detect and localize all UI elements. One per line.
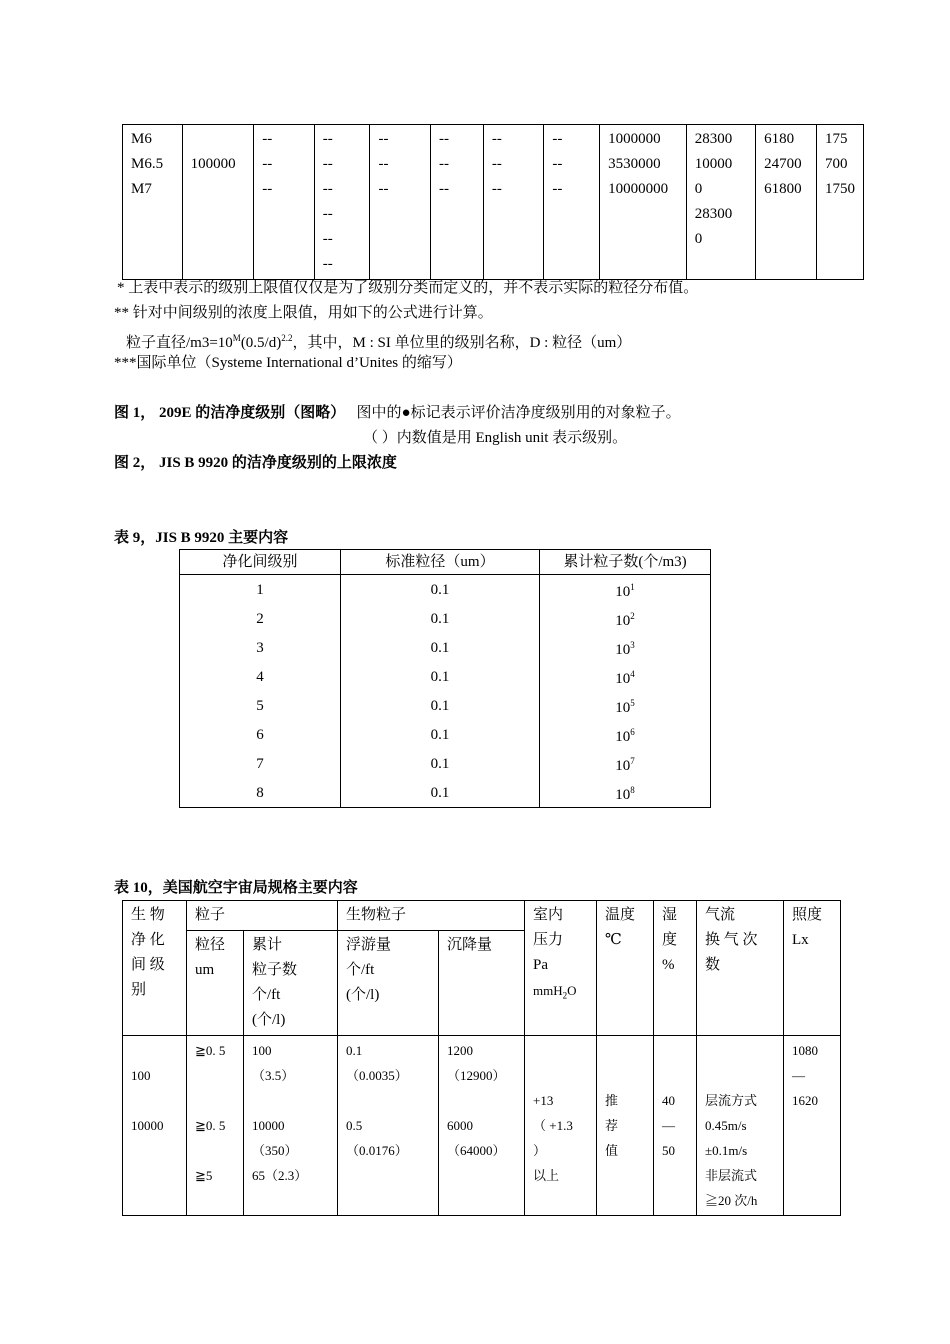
cell-level: 8: [180, 778, 341, 808]
value-cell: -- -- --: [544, 125, 600, 280]
header-floating: 浮游量 个/ft (个/l): [338, 931, 439, 1036]
table-10: [122, 900, 841, 1216]
cell-count: [540, 778, 711, 808]
cell-illuminance: 1080 — 1620: [784, 1036, 841, 1216]
cell-count: [540, 749, 711, 778]
pressure-unit-post: O: [567, 983, 577, 998]
cell-count: [540, 662, 711, 691]
cell-level: 100 10000: [123, 1036, 187, 1216]
table-row: [123, 125, 864, 280]
formula-post: ，其中，M : SI 单位里的级别名称，D : 粒径（um）: [292, 335, 632, 351]
table-row: [180, 691, 711, 720]
cell-level: 4: [180, 662, 341, 691]
count-exp: 2: [630, 611, 635, 621]
formula-mid: (0.5/d): [240, 335, 282, 351]
cell-count: [540, 691, 711, 720]
header-particle-size: 粒径 um: [187, 931, 244, 1036]
header-settling: 沉降量: [439, 931, 525, 1036]
cell-size: 0.1: [341, 720, 540, 749]
value-cell: -- -- --: [483, 125, 544, 280]
header-illuminance: 照度 Lx: [784, 901, 841, 1036]
cell-level: 5: [180, 691, 341, 720]
count-exp: 4: [630, 669, 635, 679]
header-size: 标准粒径（um）: [341, 550, 540, 575]
table-9-title: 表 9，JIS B 9920 主要内容: [114, 530, 289, 546]
header-airflow: 气流 换 气 次 数: [697, 901, 784, 1036]
cell-floating: 0.1 （0.0035） 0.5 （0.0176）: [338, 1036, 439, 1216]
header-humidity: 湿 度 %: [654, 901, 697, 1036]
note-1: * 上表中表示的级别上限值仅仅是为了级别分类而定义的，并不表示实际的粒径分布值。: [117, 280, 699, 296]
header-particle-count: 累计 粒子数 个/ft (个/l): [244, 931, 338, 1036]
value-cell: 6180 24700 61800: [756, 125, 817, 280]
header-pressure: [525, 901, 597, 1036]
cell-size: ≧0. 5 ≧0. 5 ≧5: [187, 1036, 244, 1216]
cell-count: [540, 633, 711, 662]
cell-level: 3: [180, 633, 341, 662]
table-row: [180, 720, 711, 749]
table-header-row: [180, 550, 711, 575]
table-10-title: 表 10，美国航空宇宙局规格主要内容: [114, 880, 358, 896]
count-base: 10: [615, 613, 631, 629]
value-cell: -- -- --: [370, 125, 431, 280]
cell-level: 2: [180, 604, 341, 633]
header-bio-particle: 生物粒子: [338, 901, 525, 931]
formula-sup-exp: 2.2: [281, 333, 293, 343]
cell-pressure: +13 （ +1.3 ） 以上: [525, 1036, 597, 1216]
value-cell: 28300 10000 0 28300 0: [686, 125, 755, 280]
note-3: ***国际单位（Systeme International d’Unites 的缩写）: [114, 355, 462, 371]
value-cell: 1000000 3530000 10000000: [600, 125, 687, 280]
pressure-unit-sub: 2: [562, 990, 568, 1001]
header-temperature: 温度 ℃: [597, 901, 654, 1036]
value-cell: 100000: [182, 125, 254, 280]
cell-size: 0.1: [341, 749, 540, 778]
cell-count: [540, 575, 711, 605]
table-row: [180, 662, 711, 691]
count-base: 10: [615, 642, 631, 658]
figure-2-caption: 图 2， JIS B 9920 的洁净度级别的上限浓度: [114, 455, 397, 471]
count-base: 10: [615, 729, 631, 745]
cell-count: 100 （3.5） 10000 （350） 65（2.3）: [244, 1036, 338, 1216]
formula-pre: 粒子直径/m3=10: [126, 335, 233, 351]
value-cell: -- -- -- -- -- --: [314, 125, 370, 280]
value-cell: -- -- --: [431, 125, 484, 280]
table-row: [180, 749, 711, 778]
class-limit-table: [122, 124, 864, 280]
cell-level: 6: [180, 720, 341, 749]
count-base: 10: [615, 584, 631, 600]
cell-size: 0.1: [341, 633, 540, 662]
pressure-unit: [533, 978, 588, 1009]
figure-1-desc-2: （ ）内数值是用 English unit 表示级别。: [363, 430, 628, 446]
count-exp: 7: [630, 756, 635, 766]
count-base: 10: [615, 671, 631, 687]
header-level: 净化间级别: [180, 550, 341, 575]
pressure-unit-pre: mmH: [533, 983, 563, 998]
cell-size: 0.1: [341, 778, 540, 808]
cell-size: 0.1: [341, 575, 540, 605]
count-base: 10: [615, 787, 631, 803]
count-exp: 1: [630, 582, 635, 592]
figure-1-title: 图 1， 209E 的洁净度级别（图略）: [114, 405, 346, 421]
value-cell: -- -- --: [254, 125, 315, 280]
cell-count: [540, 720, 711, 749]
table-9: [179, 549, 711, 808]
note-2: ** 针对中间级别的浓度上限值，用如下的公式进行计算。: [114, 305, 493, 321]
cell-airflow: 层流方式 0.45m/s ±0.1m/s 非层流式 ≧20 次/h: [697, 1036, 784, 1216]
table-row: [180, 778, 711, 808]
table-row: [180, 633, 711, 662]
header-bio-level: 生 物 净 化 间 级 别: [123, 901, 187, 1036]
cell-humidity: 40 — 50: [654, 1036, 697, 1216]
count-exp: 5: [630, 698, 635, 708]
figure-1-desc: 图中的●标记表示评价洁净度级别用的对象粒子。: [356, 405, 681, 421]
table-row: [180, 575, 711, 605]
table-row: [123, 1036, 841, 1216]
cell-level: 7: [180, 749, 341, 778]
count-exp: 8: [630, 785, 635, 795]
cell-size: 0.1: [341, 662, 540, 691]
cell-count: [540, 604, 711, 633]
header-count: 累计粒子数(个/m3): [540, 550, 711, 575]
pressure-label: 室内 压力 Pa: [533, 907, 564, 973]
cell-size: 0.1: [341, 691, 540, 720]
cell-level: 1: [180, 575, 341, 605]
count-base: 10: [615, 700, 631, 716]
header-particle: 粒子: [187, 901, 338, 931]
figure-1-caption: [114, 401, 681, 426]
count-exp: 6: [630, 727, 635, 737]
formula-sup-m: M: [232, 333, 241, 343]
cell-size: 0.1: [341, 604, 540, 633]
count-base: 10: [615, 758, 631, 774]
cell-settling: 1200 （12900） 6000 （64000）: [439, 1036, 525, 1216]
table-row: [180, 604, 711, 633]
class-cell: M6 M6.5 M7: [123, 125, 183, 280]
value-cell: 175 700 1750: [817, 125, 864, 280]
cell-temperature: 推 荐 值: [597, 1036, 654, 1216]
table-header-row: [123, 901, 841, 931]
count-exp: 3: [630, 640, 635, 650]
